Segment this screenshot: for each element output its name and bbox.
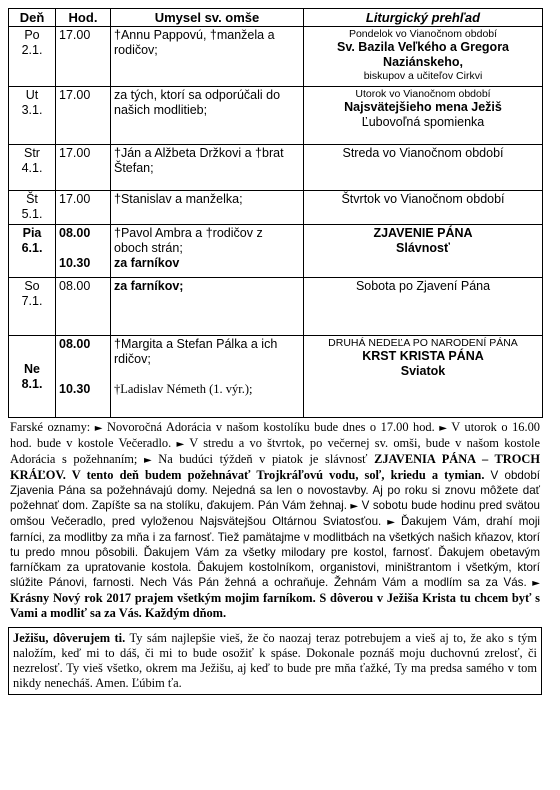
day-cell: So 7.1.: [9, 278, 56, 336]
time-cell: 08.00 10.30: [56, 336, 111, 418]
mass-schedule-table: [8, 8, 543, 418]
black-right-pointer-icon: ►: [387, 517, 395, 528]
liturgy-cell: Utorok vo Vianočnom období Najsvätejšieho mena Ježiš Ľubovoľná spomienka: [304, 87, 543, 145]
col-header-liturgy: Liturgický prehľad: [304, 9, 543, 27]
table-row: [9, 336, 543, 418]
intention-cell: za farníkov;: [111, 278, 304, 336]
liturgy-cell: Streda vo Vianočnom období: [304, 145, 543, 191]
black-right-pointer-icon: ►: [176, 439, 185, 450]
bulletin-page: [8, 8, 552, 695]
liturgy-cell: Pondelok vo Vianočnom období Sv. Bazila Veľkého a Gregora Naziánskeho, biskupov a učiteľov Cirkvi: [304, 27, 543, 87]
intention-cell: †Pavol Ambra a †rodičov z oboch strán; za farníkov: [111, 225, 304, 278]
time-cell: 17.00: [56, 27, 111, 87]
table-row: [9, 278, 543, 336]
day-cell: Po 2.1.: [9, 27, 56, 87]
table-row: [9, 87, 543, 145]
black-right-pointer-icon: ►: [439, 423, 447, 434]
black-right-pointer-icon: ►: [350, 501, 359, 512]
table-header-row: [9, 9, 543, 27]
time-cell: 08.00 10.30: [56, 225, 111, 278]
parish-announcements: Farské oznamy: ► Novoročná Adorácia v našom kostolíku bude dnes o 17.00 hod. ► V utorok o 16.00 hod. bude v kostole Večeradlo. ► V stredu a vo štvrtok, po večernej sv. omši, bude v našom kostole Adorácia s požehnaním; ► Na budúci týždeň v piatok je slávnosť ZJAVENIA PÁNA – TROCH KRÁĽOV. V tento deň budem požehnávať Trojkráľovú vodu, soľ, kriedu a tymian. V období Zjavenia Pána sa požehnávajú domy. Nejedná sa len o novostavby. Aj po roku si znovu môžete dať požehnať dom. Zapíšte sa na stolíku, ďakujem. Pán Vám žehnaj. ► V sobotu bude hodinu pred svätou omšou Večeradlo, pred vyloženou Najsvätejšou Oltárnou Sviatosťou. ► Ďakujem Vám, drahí moji farníci, za modlitby za mňa i za farnosť. Tiež pamätajme v modlitbách na všetkých našich kňazov, ktorí tu predo mnou pôsobili. Ďakujem Vám za všetky milodary pre kostol, farnosť. Ďakujem obetavým farníčkam za upratovanie kostola. Ďakujem kostolníkom, organistovi, miništrantom i všetkým, ktorí slúžite Pánovi, farnosti. Nech Vás Pán žehná a ochraňuje. Žehnám Vám a modlím sa za Vás. ► Krásny Nový rok 2017 prajem všetkým mojim farníkom. S dôverou v Ježiša Krista tu chcem byť s Vami a modliť sa za Vás. Každým dňom.: [10, 420, 540, 620]
prayer-box: [8, 627, 542, 695]
intention-cell: †Stanislav a manželka;: [111, 191, 304, 225]
day-cell: Ne 8.1.: [9, 336, 56, 418]
black-right-pointer-icon: ►: [94, 423, 103, 434]
table-row: [9, 145, 543, 191]
black-right-pointer-icon: ►: [143, 455, 152, 466]
table-row: [9, 191, 543, 225]
col-header-hour: Hod.: [56, 9, 111, 27]
liturgy-cell: DRUHÁ NEDEĽA PO NARODENÍ PÁNA KRST KRISTA PÁNA Sviatok: [304, 336, 543, 418]
liturgy-cell: Sobota po Zjavení Pána: [304, 278, 543, 336]
time-cell: 17.00: [56, 145, 111, 191]
intention-cell: †Margita a Stefan Pálka a ich rdičov; †Ladislav Németh (1. výr.);: [111, 336, 304, 418]
time-cell: 17.00: [56, 191, 111, 225]
prayer-title: Ježišu, dôverujem ti.: [13, 631, 126, 645]
table-row: [9, 27, 543, 87]
col-header-intention: Umysel sv. omše: [111, 9, 304, 27]
intention-cell: †Ján a Alžbeta Držkovi a †brat Štefan;: [111, 145, 304, 191]
table-row: [9, 225, 543, 278]
prayer-text: Ty sám najlepšie vieš, že čo naozaj teraz potrebujem a vieš aj to, že ako s tým naložím, keď mi to dáš, či mi to bude osožiť k spáse. Dokonale poznáš moju duchovnú zrelosť, či nezrelosť. Ty vieš všetko, okrem ma Ježišu, aj keď to bude pre mňa ťažké, Ty ma predsa samého v tom nikdy nenecháš. Amen. Ľúbim ťa.: [13, 631, 538, 690]
intention-cell: †Annu Pappovú, †manžela a rodičov;: [111, 27, 304, 87]
day-cell: Ut 3.1.: [9, 87, 56, 145]
black-right-pointer-icon: ►: [532, 578, 540, 589]
day-cell: Pia 6.1.: [9, 225, 56, 278]
liturgy-cell: Štvrtok vo Vianočnom období: [304, 191, 543, 225]
time-cell: 08.00: [56, 278, 111, 336]
col-header-day: Deň: [9, 9, 56, 27]
intention-cell: za tých, ktorí sa odporúčali do našich modlitieb;: [111, 87, 304, 145]
day-cell: Str 4.1.: [9, 145, 56, 191]
time-cell: 17.00: [56, 87, 111, 145]
liturgy-cell: ZJAVENIE PÁNA Slávnosť: [304, 225, 543, 278]
day-cell: Št 5.1.: [9, 191, 56, 225]
